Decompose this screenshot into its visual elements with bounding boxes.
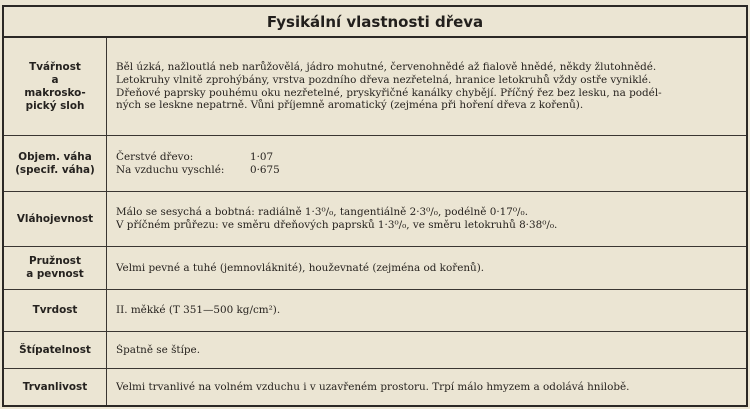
row-label-text: Tvrdost <box>32 304 78 316</box>
row-label <box>4 290 107 331</box>
content-line: Dřeňové paprsky pouhému oku nezřetelné, pryskyřičné kanálky chybějí. Příčný řez bez lesku, na podél- <box>116 86 662 99</box>
value-pairs <box>116 151 738 176</box>
row-content <box>116 290 738 331</box>
row-trvanlivost <box>4 369 746 405</box>
row-objem-vaha <box>4 136 746 192</box>
row-vlahojevnost <box>4 192 746 247</box>
row-label <box>4 136 107 191</box>
row-label-text: Vláhojevnost <box>16 212 94 225</box>
row-label-text: Trvanlivost <box>22 380 88 393</box>
content-line: Špatně se štípe. <box>116 343 201 356</box>
content-line: Běl úzká, nažloutlá neb narůžovělá, jádro mohutné, červenohnědé až fialově hnědé, někdy žlutohnědé. <box>116 61 657 74</box>
content-line: Málo se sesychá a bobtná: radiálně 1·3⁰/₀, tangentiálně 2·3⁰/₀, podélně 0·17⁰/₀. <box>116 206 528 219</box>
row-content <box>116 38 738 135</box>
row-stipatelnost <box>4 332 746 369</box>
pair-name: Čerstvé dřevo: <box>116 150 194 163</box>
row-label <box>4 192 107 246</box>
row-content <box>116 136 738 191</box>
table-title: Fysikální vlastnosti dřeva <box>4 7 746 38</box>
row-content <box>116 247 738 289</box>
pair-value: 0·675 <box>250 163 280 176</box>
row-label <box>4 38 107 135</box>
pair-name: Na vzduchu vyschlé: <box>116 163 225 176</box>
row-label-text: Objem. váha (specif. váha) <box>15 150 95 176</box>
row-content <box>116 192 738 246</box>
content-line: Letokruhy vlnitě zprohýbány, vrstva pozdního dřeva nezřetelná, hranice letokruhů vždy ostře vyniklé. <box>116 73 652 86</box>
row-label-text: Tvářnost a makrosko- pický sloh <box>24 60 86 112</box>
row-pruznost <box>4 247 746 290</box>
pair-value: 1·07 <box>250 150 274 163</box>
content-line: Velmi pevné a tuhé (jemnovláknité), houževnaté (zejména od kořenů). <box>116 261 485 274</box>
row-label-text: Pružnost a pevnost <box>26 255 84 280</box>
content-line: ných se leskne nepatrně. Vůni příjemně aromatický (zejména při hoření dřeva z kořenů). <box>116 99 584 112</box>
row-label <box>4 247 107 289</box>
row-label <box>4 332 107 368</box>
row-tvrdost <box>4 290 746 332</box>
row-content <box>116 369 738 405</box>
row-label <box>4 369 107 405</box>
content-line: V příčném průřezu: ve směru dřeňových paprsků 1·3⁰/₀, ve směru letokruhů 8·38⁰/₀. <box>116 219 558 231</box>
row-content <box>116 332 738 368</box>
properties-table <box>2 5 748 407</box>
content-line: Velmi trvanlivé na volném vzduchu i v uzavřeném prostoru. Trpí málo hmyzem a odolává hnilobě. <box>116 380 630 393</box>
content-line: II. měkké (T 351—500 kg/cm²). <box>116 304 281 317</box>
row-label-text: Štípatelnost <box>19 343 91 356</box>
row-tvarnost <box>4 38 746 136</box>
